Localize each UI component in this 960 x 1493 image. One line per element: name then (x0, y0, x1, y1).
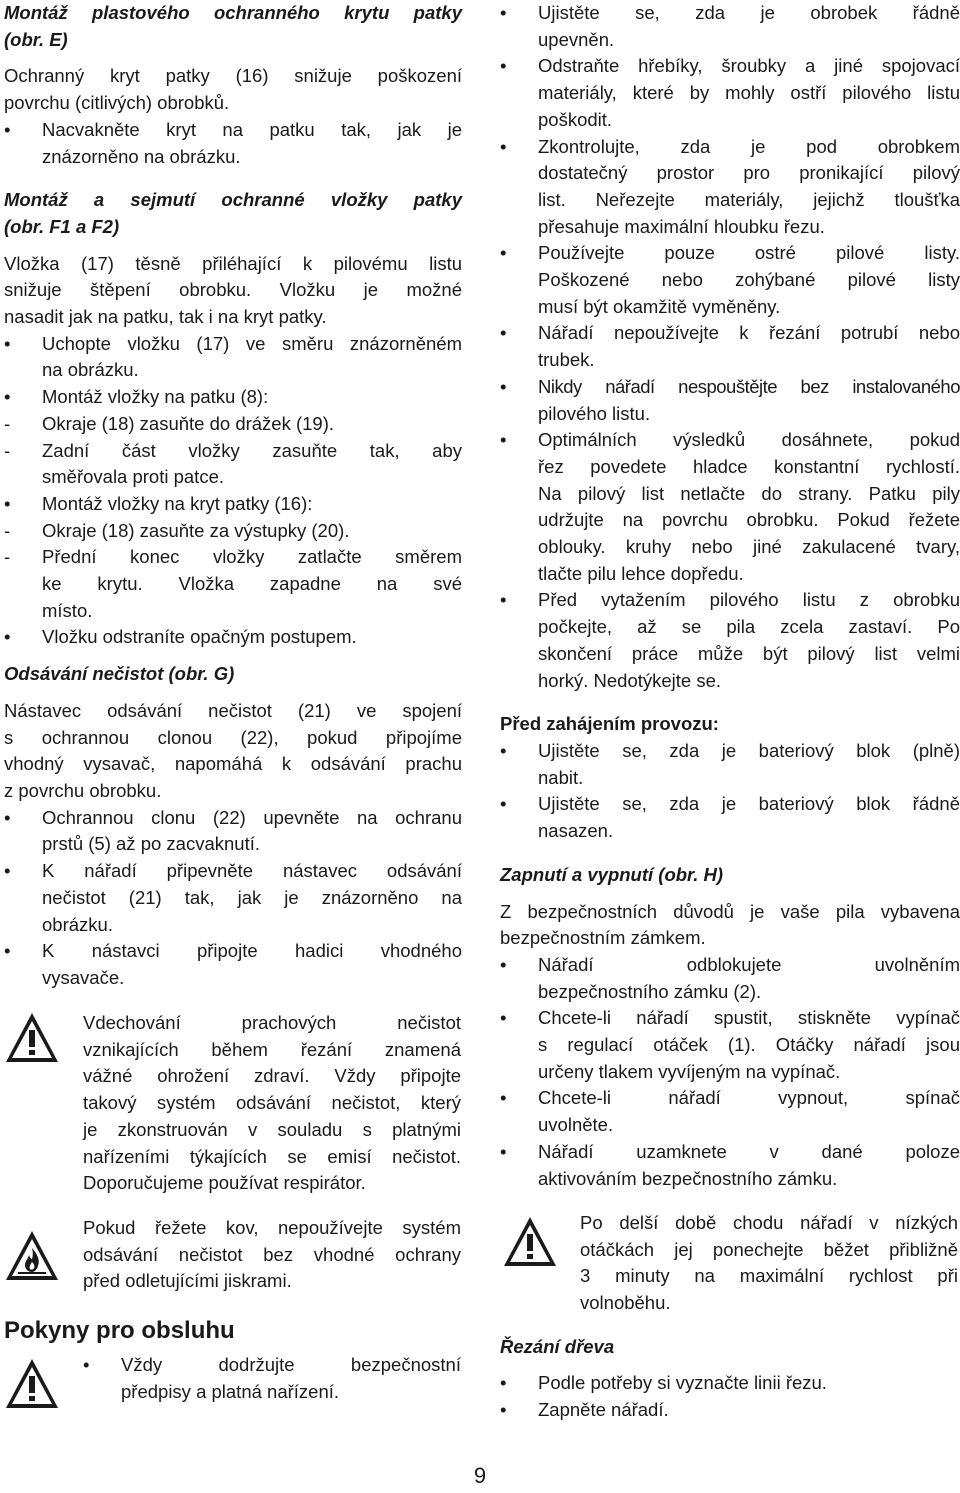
paragraph-line: snižuje štěpení obrobku. Vložku je možné (4, 279, 462, 301)
list-item: • Ochrannou clonu (22) upevněte na ochranu (4, 806, 462, 828)
list-item-cont: počkejte, až se pila zcela zastaví. Po (538, 616, 960, 638)
list-item-cont: určeny tlakem vyvíjeným na vypínač. (538, 1060, 841, 1082)
left-column (4, 0, 462, 992)
list-item-cont: musí být okamžitě vyměněny. (538, 295, 781, 317)
list-item-cont: obrázku. (42, 913, 113, 935)
list-item-cont: prstů (5) až po zacvaknutí. (42, 833, 260, 855)
list-item: • Nacvakněte kryt na patku tak, jak je (4, 118, 462, 140)
safety-rules-text: • Vždy dodržujte bezpečnostní předpisy a platná nařízení. (83, 1354, 461, 1402)
dash-item-cont: místo. (42, 599, 93, 621)
heading-dust-extraction: Odsávání nečistot (obr. G) (4, 663, 235, 685)
list-item-cont: skončení práce může být pilový list velmi (538, 642, 960, 664)
list-item-cont: aktivováním bezpečnostního zámku. (538, 1167, 838, 1189)
warning-triangle-icon (4, 1010, 60, 1066)
warning-triangle-icon (4, 1356, 60, 1412)
list-item-cont: upevněn. (538, 28, 615, 50)
warning-triangle-icon (502, 1214, 558, 1270)
heading-operation: Pokyny pro obsluhu (4, 1317, 235, 1344)
heading-skid-guard-ref: (obr. E) (4, 28, 68, 50)
dash-item-cont: ke krytu. Vložka zapadne na své (42, 573, 462, 595)
list-item-cont: poškodit. (538, 108, 613, 130)
list-item-cont: Na pilový list netlačte do strany. Patku pily (538, 482, 960, 504)
list-item: • Ujistěte se, zda je obrobek řádně (500, 2, 960, 23)
list-item-cont: vysavače. (42, 966, 125, 988)
list-item-cont: s regulací otáček (1). Otáčky nářadí jsou (538, 1034, 960, 1056)
paragraph-line: s ochrannou clonou (22), pokud připojíme (4, 726, 462, 748)
list-item: • Chcete-li nářadí spustit, stiskněte vypínač (500, 1007, 960, 1029)
list-item-cont: nasazen. (538, 820, 614, 842)
paragraph-line: vhodný vysavač, napomáhá k odsávání prachu (4, 753, 462, 775)
dash-item: - Okraje (18) zasuňte do drážek (19). (4, 412, 335, 434)
dash-item: - Přední konec vložky zatlačte směrem (4, 546, 462, 568)
list-item: • Ujistěte se, zda je bateriový blok (plně) (500, 739, 960, 761)
heading-before-operation: Před zahájením provozu: (500, 713, 719, 735)
list-item-cont: Poškozené nebo zohýbané pilové listy (538, 269, 960, 291)
heading-wood-cutting: Řezání dřeva (500, 1336, 615, 1357)
list-item: • Nářadí nepoužívejte k řezání potrubí nebo (500, 322, 960, 344)
list-item-cont: oblouky. kruhy nebo jiné zakulacené tvary, (538, 536, 960, 558)
list-item: • Zkontrolujte, zda je pod obrobkem (500, 135, 960, 157)
list-item: • Nářadí uzamknete v dané poloze (500, 1140, 960, 1162)
list-item: • Před vytažením pilového listu z obrobku (500, 589, 960, 611)
list-item: • Používejte pouze ostré pilové listy. (500, 242, 960, 264)
list-item-cont: na obrázku. (42, 359, 139, 381)
paragraph-line: nasadit jak na patku, tak i na kryt patky. (4, 306, 327, 328)
paragraph-line: z povrchu obrobku. (4, 779, 162, 801)
list-item: • Ujistěte se, zda je bateriový blok řádně (500, 793, 960, 815)
list-item-cont: přesahuje maximální hloubku řezu. (538, 215, 825, 237)
right-column (500, 0, 960, 1192)
list-item-cont: nečistot (21) tak, jak je znázorněno na (42, 886, 462, 908)
heading-insert: Montáž a sejmutí ochranné vložky patky (4, 189, 462, 211)
list-item: • Montáž vložky na kryt patky (16): (4, 492, 313, 514)
list-item-cont: dostatečný prostor pro pronikající pilový (538, 162, 960, 184)
list-item-cont: nabit. (538, 766, 584, 788)
list-item: • Vložku odstraníte opačným postupem. (4, 626, 357, 648)
list-item: • Odstraňte hřebíky, šroubky a jiné spojovací (500, 55, 960, 77)
list-item-cont: tlačte pilu lehce dopředu. (538, 562, 744, 584)
list-item-cont: list. Neřezejte materiály, jejichž tloušťka (538, 188, 960, 210)
heading-on-off: Zapnutí a vypnutí (obr. H) (500, 863, 724, 885)
list-item-cont: pilového listu. (538, 402, 651, 424)
dash-item: - Okraje (18) zasuňte za výstupky (20). (4, 519, 350, 541)
paragraph-line: povrchu (citlivých) obrobků. (4, 92, 230, 114)
heading-skid-guard: Montáž plastového ochranného krytu patky (4, 2, 462, 23)
list-item-cont: uvolněte. (538, 1114, 614, 1136)
list-item-cont: udržujte na povrchu obrobku. Pokud řežete (538, 509, 960, 531)
list-item-cont: řez povedete hladce konstantní rychlostí. (538, 455, 960, 477)
dash-item: - Zadní část vložky zasuňte tak, aby (4, 439, 462, 461)
list-item: • K nástavci připojte hadici vhodného (4, 940, 462, 962)
dust-warning-text: Vdechování prachových nečistot vznikajících během řezání znamená vážné ohrožení zdraví. Vždy připojte takový systém odsávání nečistot, který je zkonstruován v souladu s platnými nařízeními týkajících se emisí nečistot. Doporučujeme používat respirátor. (83, 1012, 461, 1194)
dash-item-cont: směřovala proti patce. (42, 466, 225, 488)
list-item: • Zapněte nářadí. (500, 1398, 669, 1420)
list-item-cont: materiály, které by mohly ostří pilového listu (538, 82, 960, 104)
list-item-cont: horký. Nedotýkejte se. (538, 669, 722, 691)
list-item: • Chcete-li nářadí vypnout, spínač (500, 1087, 960, 1109)
heading-insert-ref: (obr. F1 a F2) (4, 215, 120, 237)
wood-cutting-list (500, 1370, 960, 1423)
list-item: • Optimálních výsledků dosáhnete, pokud (500, 429, 960, 451)
paragraph-line: Nástavec odsávání nečistot (21) ve spojení (4, 699, 462, 721)
list-item: • Montáž vložky na patku (8): (4, 386, 269, 408)
list-item-cont: znázorněno na obrázku. (42, 145, 241, 167)
list-item: • Nikdy nářadí nespouštějte bez instalovaného (500, 375, 960, 397)
fire-warning-icon (4, 1228, 60, 1284)
list-item: • Uchopte vložku (17) ve směru znázorněném (4, 332, 462, 354)
idle-warning-text: Po delší době chodu nářadí v nízkých otáčkách jej ponechejte běžet přibližně 3 minuty na maximální rychlost při volnoběhu. (580, 1212, 958, 1314)
list-item: • Nářadí odblokujete uvolněním (500, 953, 960, 975)
paragraph-line: Vložka (17) těsně přiléhající k pilovému listu (4, 252, 462, 274)
list-item: • K nářadí připevněte nástavec odsávání (4, 860, 462, 882)
paragraph-line: bezpečnostním zámkem. (500, 927, 706, 949)
metal-warning-text: Pokud řežete kov, nepoužívejte systém odsávání nečistot bez vhodné ochrany před odletujícími jiskrami. (83, 1217, 461, 1292)
paragraph-line: Z bezpečnostních důvodů je vaše pila vybavena (500, 900, 960, 922)
list-item-cont: bezpečnostního zámku (2). (538, 980, 762, 1002)
paragraph-line: Ochranný kryt patky (16) snižuje poškození (4, 65, 462, 87)
list-item: • Podle potřeby si vyznačte linii řezu. (500, 1372, 827, 1393)
list-item-cont: trubek. (538, 349, 595, 371)
page-number: 9 (473, 1463, 487, 1488)
